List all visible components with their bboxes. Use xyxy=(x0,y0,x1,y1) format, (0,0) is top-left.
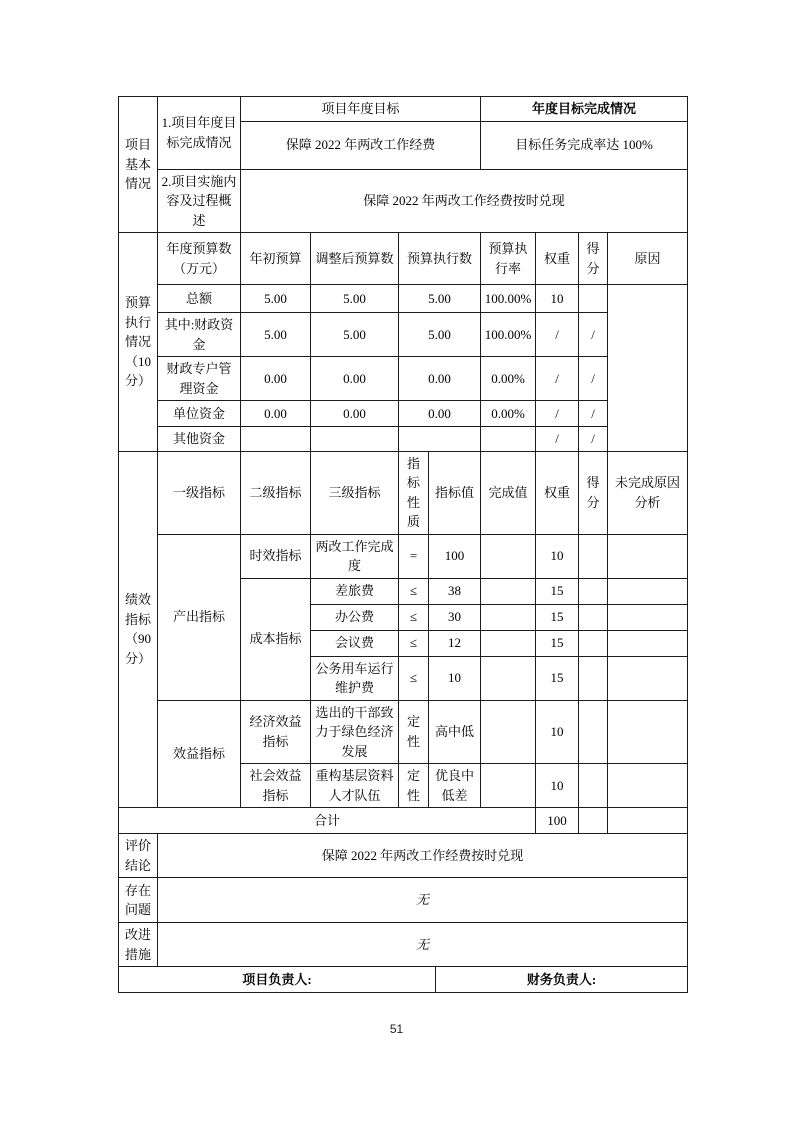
budget-weight: 10 xyxy=(536,285,579,313)
conclusion-label: 评价结论 xyxy=(119,834,158,878)
indicator-l3: 重构基层资料人才队伍 xyxy=(311,764,399,808)
budget-adjusted: 5.00 xyxy=(311,285,399,313)
indicator-reason xyxy=(608,534,688,578)
budget-initial: 0.00 xyxy=(241,357,311,401)
indicator-header-l2: 二级指标 xyxy=(241,451,311,534)
finance-manager-label: 财务负责人: xyxy=(436,967,688,993)
goal-completion-header: 年度目标完成情况 xyxy=(481,97,688,122)
budget-row-label: 财政专户管理资金 xyxy=(158,357,241,401)
page-number: 51 xyxy=(389,1022,404,1036)
budget-score: / xyxy=(579,401,608,427)
indicator-weight: 15 xyxy=(536,656,579,700)
table-row xyxy=(119,313,688,357)
table-row xyxy=(119,357,688,401)
annual-goal-completion-row-label: 1.项目年度目标完成情况 xyxy=(158,97,241,170)
indicator-actual xyxy=(481,700,536,764)
indicator-l3: 公务用车运行维护费 xyxy=(311,656,399,700)
section-indicators-label: 绩效指标（90分） xyxy=(119,451,158,808)
budget-executed: 0.00 xyxy=(399,401,481,427)
budget-rate: 0.00% xyxy=(481,401,536,427)
level2-time: 时效指标 xyxy=(241,534,311,578)
indicator-weight: 15 xyxy=(536,604,579,630)
budget-rate: 100.00% xyxy=(481,313,536,357)
indicator-l3: 办公费 xyxy=(311,604,399,630)
total-label: 合计 xyxy=(119,808,536,834)
indicator-header-score: 得分 xyxy=(579,451,608,534)
budget-rate xyxy=(481,427,536,452)
indicator-weight: 15 xyxy=(536,630,579,656)
budget-header-year: 年度预算数（万元） xyxy=(158,233,241,285)
indicator-nature: ≤ xyxy=(399,604,429,630)
implementation-value: 保障 2022 年两改工作经费按时兑现 xyxy=(241,169,688,233)
budget-row-label: 其他资金 xyxy=(158,427,241,452)
table-row xyxy=(119,808,688,834)
total-score xyxy=(579,808,608,834)
conclusion-value: 保障 2022 年两改工作经费按时兑现 xyxy=(158,834,688,878)
budget-executed: 5.00 xyxy=(399,313,481,357)
table-row xyxy=(119,534,688,578)
indicator-score xyxy=(579,700,608,764)
indicator-target: 100 xyxy=(429,534,481,578)
budget-initial: 5.00 xyxy=(241,285,311,313)
indicator-target: 38 xyxy=(429,578,481,604)
problems-value: 无 xyxy=(158,878,688,923)
indicator-reason xyxy=(608,578,688,604)
budget-header-adjusted: 调整后预算数 xyxy=(311,233,399,285)
indicator-reason xyxy=(608,630,688,656)
indicator-actual xyxy=(481,630,536,656)
budget-row-label: 其中:财政资金 xyxy=(158,313,241,357)
annual-goal-header: 项目年度目标 xyxy=(241,97,481,122)
indicator-score xyxy=(579,534,608,578)
indicator-header-nature: 指标性质 xyxy=(399,451,429,534)
indicator-reason xyxy=(608,656,688,700)
indicator-weight: 10 xyxy=(536,534,579,578)
level2-social: 社会效益指标 xyxy=(241,764,311,808)
indicator-l3: 会议费 xyxy=(311,630,399,656)
budget-weight: / xyxy=(536,401,579,427)
indicator-reason xyxy=(608,700,688,764)
indicator-target: 高中低 xyxy=(429,700,481,764)
goal-completion-value: 目标任务完成率达 100% xyxy=(481,121,688,169)
budget-row-label: 单位资金 xyxy=(158,401,241,427)
level2-cost: 成本指标 xyxy=(241,578,311,700)
budget-executed: 5.00 xyxy=(399,285,481,313)
performance-evaluation-table xyxy=(118,96,688,993)
budget-row-label: 总额 xyxy=(158,285,241,313)
indicator-weight: 15 xyxy=(536,578,579,604)
indicator-weight: 10 xyxy=(536,700,579,764)
budget-score: / xyxy=(579,357,608,401)
budget-executed xyxy=(399,427,481,452)
level2-economic: 经济效益指标 xyxy=(241,700,311,764)
indicator-l3: 选出的干部致力于绿色经济发展 xyxy=(311,700,399,764)
indicator-nature: 定性 xyxy=(399,700,429,764)
indicator-nature: ≤ xyxy=(399,630,429,656)
table-row xyxy=(119,700,688,764)
budget-adjusted: 5.00 xyxy=(311,313,399,357)
indicator-score xyxy=(579,578,608,604)
indicator-score xyxy=(579,656,608,700)
budget-weight: / xyxy=(536,313,579,357)
improvements-label: 改进措施 xyxy=(119,923,158,967)
indicator-nature: 定性 xyxy=(399,764,429,808)
budget-initial: 0.00 xyxy=(241,401,311,427)
budget-adjusted: 0.00 xyxy=(311,357,399,401)
indicator-header-l1: 一级指标 xyxy=(158,451,241,534)
indicator-actual xyxy=(481,534,536,578)
total-weight: 100 xyxy=(536,808,579,834)
budget-adjusted xyxy=(311,427,399,452)
budget-initial: 5.00 xyxy=(241,313,311,357)
indicator-target: 12 xyxy=(429,630,481,656)
budget-reason-cell xyxy=(608,285,688,452)
indicator-l3: 差旅费 xyxy=(311,578,399,604)
annual-goal-value: 保障 2022 年两改工作经费 xyxy=(241,121,481,169)
indicator-target: 优良中低差 xyxy=(429,764,481,808)
total-reason xyxy=(608,808,688,834)
budget-header-initial: 年初预算 xyxy=(241,233,311,285)
indicator-score xyxy=(579,630,608,656)
budget-weight: / xyxy=(536,357,579,401)
indicator-actual xyxy=(481,578,536,604)
indicator-nature: = xyxy=(399,534,429,578)
indicator-header-weight: 权重 xyxy=(536,451,579,534)
indicator-reason xyxy=(608,604,688,630)
budget-adjusted: 0.00 xyxy=(311,401,399,427)
budget-header-score: 得分 xyxy=(579,233,608,285)
improvements-value: 无 xyxy=(158,923,688,967)
table-row xyxy=(119,427,688,452)
indicator-actual xyxy=(481,656,536,700)
implementation-row-label: 2.项目实施内容及过程概述 xyxy=(158,169,241,233)
budget-executed: 0.00 xyxy=(399,357,481,401)
table-row xyxy=(119,285,688,313)
budget-header-rate: 预算执行率 xyxy=(481,233,536,285)
indicator-target: 30 xyxy=(429,604,481,630)
indicator-actual xyxy=(481,604,536,630)
level1-benefit: 效益指标 xyxy=(158,700,241,808)
budget-score: / xyxy=(579,313,608,357)
budget-score xyxy=(579,285,608,313)
budget-score: / xyxy=(579,427,608,452)
indicator-header-actual: 完成值 xyxy=(481,451,536,534)
level1-output: 产出指标 xyxy=(158,534,241,700)
indicator-header-target: 指标值 xyxy=(429,451,481,534)
indicator-weight: 10 xyxy=(536,764,579,808)
budget-header-reason: 原因 xyxy=(608,233,688,285)
budget-header-weight: 权重 xyxy=(536,233,579,285)
indicator-header-reason: 未完成原因分析 xyxy=(608,451,688,534)
section-budget-label: 预算执行情况（10分） xyxy=(119,233,158,452)
budget-header-executed: 预算执行数 xyxy=(399,233,481,285)
budget-weight: / xyxy=(536,427,579,452)
indicator-score xyxy=(579,604,608,630)
budget-initial xyxy=(241,427,311,452)
project-manager-label: 项目负责人: xyxy=(119,967,436,993)
budget-rate: 0.00% xyxy=(481,357,536,401)
indicator-nature: ≤ xyxy=(399,656,429,700)
table-row xyxy=(119,401,688,427)
indicator-target: 10 xyxy=(429,656,481,700)
indicator-actual xyxy=(481,764,536,808)
indicator-l3: 两改工作完成度 xyxy=(311,534,399,578)
indicator-score xyxy=(579,764,608,808)
indicator-nature: ≤ xyxy=(399,578,429,604)
indicator-header-l3: 三级指标 xyxy=(311,451,399,534)
problems-label: 存在问题 xyxy=(119,878,158,923)
budget-rate: 100.00% xyxy=(481,285,536,313)
indicator-reason xyxy=(608,764,688,808)
section-basic-info-label: 项目基本情况 xyxy=(119,97,158,233)
